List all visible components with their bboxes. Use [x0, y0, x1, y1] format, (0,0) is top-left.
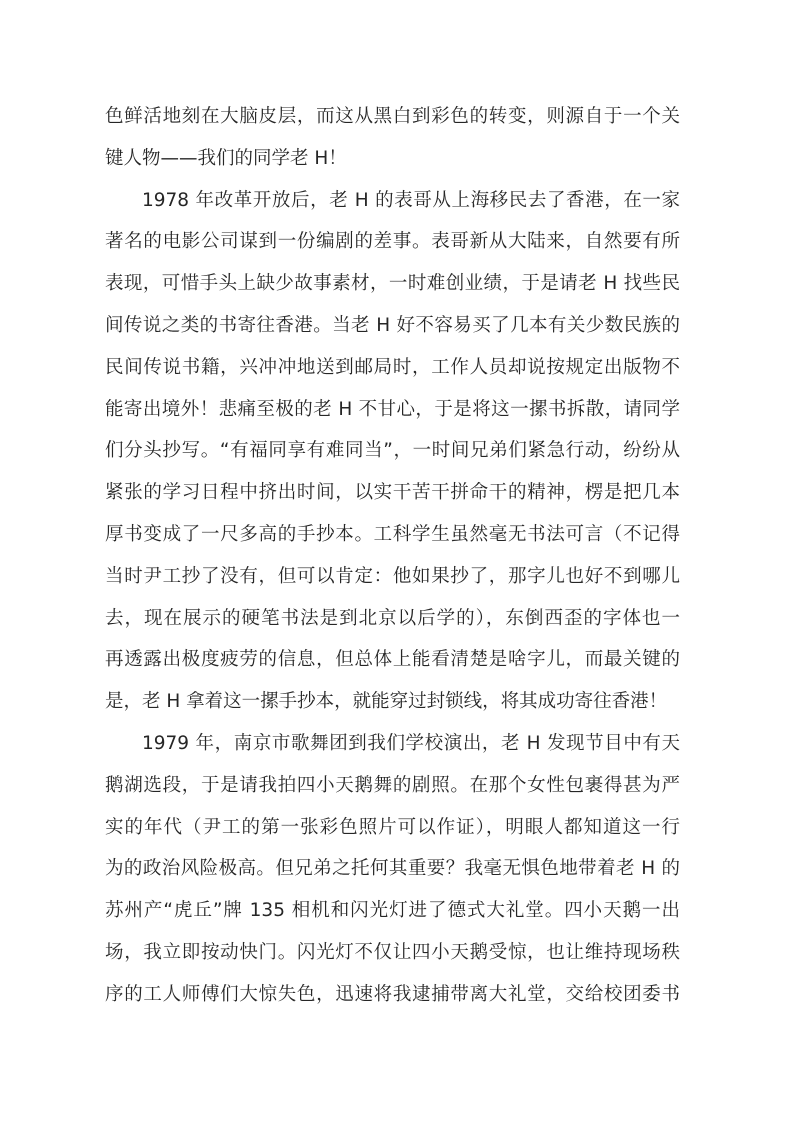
text-line: 实的年代（尹工的第一张彩色照片可以作证），明眼人都知道这一行 — [105, 816, 680, 838]
text-line: 再透露出极度疲劳的信息，但总体上能看清楚是啥字儿，而最关键的 — [105, 649, 680, 671]
text-line: 序的工人师傅们大惊失色，迅速将我逮捕带离大礼堂，交给校团委书 — [105, 983, 680, 1005]
text-line: 能寄出境外！悲痛至极的老 H 不甘心，于是将这一摞书拆散，请同学 — [105, 398, 680, 420]
text-line: 苏州产“虎丘”牌 135 相机和闪光灯进了德式大礼堂。四小天鹅一出 — [105, 900, 680, 922]
paragraph — [105, 723, 680, 1016]
text-line: 键人物——我们的同学老 H！ — [105, 147, 347, 169]
text-line: 紧张的学习日程中挤出时间，以实干苦干拼命干的精神，楞是把几本 — [105, 482, 680, 504]
text-block — [105, 96, 680, 1016]
text-line: 当时尹工抄了没有，但可以肯定：他如果抄了，那字儿也好不到哪儿 — [105, 565, 680, 587]
text-line: 鹅湖选段，于是请我拍四小天鹅舞的剧照。在那个女性包裹得甚为严 — [105, 774, 680, 796]
text-line: 表现，可惜手头上缺少故事素材，一时难创业绩，于是请老 H 找些民 — [105, 273, 680, 295]
text-line: 著名的电影公司谋到一份编剧的差事。表哥新从大陆来，自然要有所 — [105, 231, 680, 253]
text-line: 厚书变成了一尺多高的手抄本。工科学生虽然毫无书法可言（不记得 — [105, 523, 680, 545]
paragraph — [105, 180, 680, 723]
text-line: 1979 年，南京市歌舞团到我们学校演出，老 H 发现节目中有天 — [142, 732, 680, 754]
text-line: 们分头抄写。“有福同享有难同当”，一时间兄弟们紧急行动，纷纷从 — [105, 440, 680, 462]
text-line: 民间传说书籍，兴冲冲地送到邮局时，工作人员却说按规定出版物不 — [105, 356, 680, 378]
text-line: 为的政治风险极高。但兄弟之托何其重要？我毫无惧色地带着老 H 的 — [105, 858, 680, 880]
text-line: 去，现在展示的硬笔书法是到北京以后学的），东倒西歪的字体也一 — [105, 607, 680, 629]
text-line: 是，老 H 拿着这一摞手抄本，就能穿过封锁线，将其成功寄往香港！ — [105, 691, 668, 713]
paragraph — [105, 96, 680, 180]
text-line: 1978 年改革开放后，老 H 的表哥从上海移民去了香港，在一家 — [142, 189, 680, 211]
text-line: 间传说之类的书寄往香港。当老 H 好不容易买了几本有关少数民族的 — [105, 314, 680, 336]
text-line: 色鲜活地刻在大脑皮层，而这从黑白到彩色的转变，则源自于一个关 — [105, 106, 680, 127]
text-line: 场，我立即按动快门。闪光灯不仅让四小天鹅受惊，也让维持现场秩 — [105, 941, 680, 963]
